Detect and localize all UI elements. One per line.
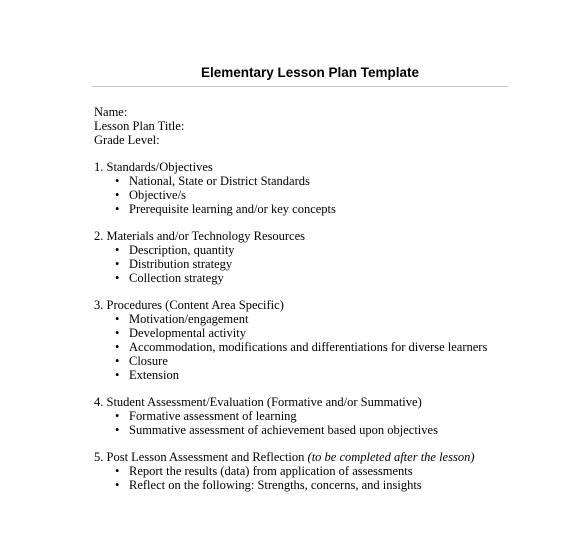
list-item: • National, State or District Standards bbox=[115, 174, 310, 188]
list-item: • Prerequisite learning and/or key concepts bbox=[115, 202, 336, 216]
bullet-icon: • bbox=[115, 188, 120, 202]
section-list bbox=[94, 312, 487, 382]
list-item: • Distribution strategy bbox=[115, 257, 233, 271]
list-item: • Accommodation, modifications and differentiations for diverse learners bbox=[115, 340, 488, 354]
section-heading: 1. Standards/Objectives bbox=[94, 160, 213, 174]
section-list bbox=[94, 409, 487, 437]
bullet-icon: • bbox=[115, 409, 120, 423]
bullet-icon: • bbox=[115, 423, 120, 437]
title-divider bbox=[92, 86, 508, 87]
list-item: • Reflect on the following: Strengths, concerns, and insights bbox=[115, 478, 422, 492]
field-lesson-plan-title: Lesson Plan Title: bbox=[94, 119, 185, 133]
bullet-icon: • bbox=[115, 478, 120, 492]
list-item: • Summative assessment of achievement based upon objectives bbox=[115, 423, 438, 437]
bullet-icon: • bbox=[115, 243, 120, 257]
section-note: (to be completed after the lesson) bbox=[307, 450, 475, 464]
section-list bbox=[94, 464, 487, 492]
list-item: • Report the results (data) from application of assessments bbox=[115, 464, 413, 478]
bullet-icon: • bbox=[115, 202, 120, 216]
bullet-icon: • bbox=[115, 312, 120, 326]
bullet-icon: • bbox=[115, 174, 120, 188]
bullet-icon: • bbox=[115, 368, 120, 382]
field-grade-level: Grade Level: bbox=[94, 133, 160, 147]
section-heading: 4. Student Assessment/Evaluation (Formative and/or Summative) bbox=[94, 395, 422, 409]
list-item: • Extension bbox=[115, 368, 179, 382]
bullet-icon: • bbox=[115, 271, 120, 285]
list-item: • Objective/s bbox=[115, 188, 186, 202]
field-name: Name: bbox=[94, 105, 128, 119]
section-list bbox=[94, 243, 487, 285]
section-heading: 3. Procedures (Content Area Specific) bbox=[94, 298, 284, 312]
list-item: • Description, quantity bbox=[115, 243, 235, 257]
section-heading: 5. Post Lesson Assessment and Reflection (to be completed after the lesson) bbox=[94, 450, 475, 464]
bullet-icon: • bbox=[115, 354, 120, 368]
list-item: • Collection strategy bbox=[115, 271, 224, 285]
list-item: • Developmental activity bbox=[115, 326, 246, 340]
bullet-icon: • bbox=[115, 464, 120, 478]
list-item: • Formative assessment of learning bbox=[115, 409, 297, 423]
list-item: • Closure bbox=[115, 354, 168, 368]
bullet-icon: • bbox=[115, 340, 120, 354]
bullet-icon: • bbox=[115, 326, 120, 340]
bullet-icon: • bbox=[115, 257, 120, 271]
document-body bbox=[94, 105, 487, 492]
list-item: • Motivation/engagement bbox=[115, 312, 249, 326]
document-title: Elementary Lesson Plan Template bbox=[200, 65, 420, 80]
section-heading: 2. Materials and/or Technology Resources bbox=[94, 229, 305, 243]
section-list bbox=[94, 174, 487, 216]
